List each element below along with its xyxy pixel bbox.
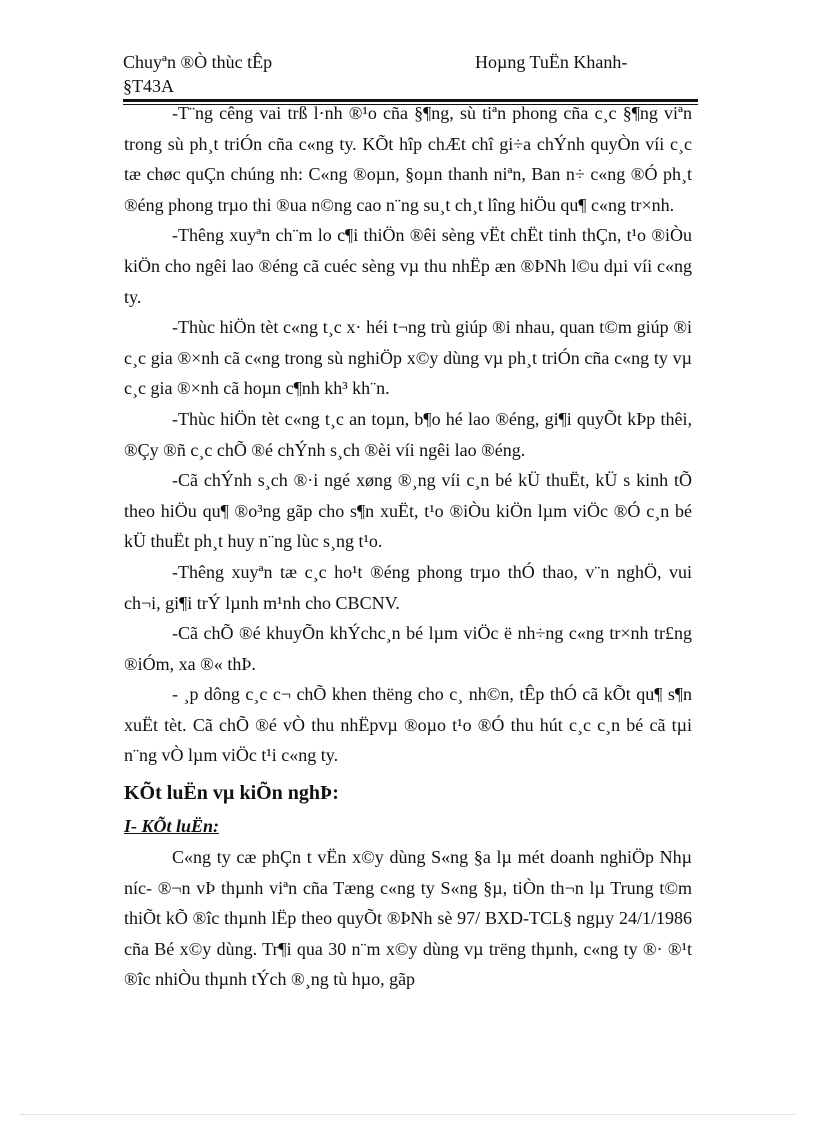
paragraph: -Cã chÕ ®é khuyÕn khÝchc¸n bé lµm viÖc ë nh÷ng c«ng tr×nh tr£ng ®iÓm, xa ®« thÞ.: [124, 623, 692, 674]
conclusion-paragraph: C«ng ty cæ phÇn t vËn x©y dùng S«ng §a lµ mét doanh nghiÖp Nhµ níc- ®¬n vÞ thµnh viªn cña Tæng c«ng ty S«ng §µ, tiÒn th¬n lµ Trung t©m thiÕt kÕ ®îc thµnh lËp theo quyÕt ®ÞNh sè 97/ BXD-TCL§ ngµy 24/1/1986 cña Bé x©y dùng. Tr¶i qua 30 n¨m x©y dùng vµ trëng thµnh, c«ng ty ®· ®¹t ®îc nhiÒu thµnh tÝch ®¸ng tù hµo, gãp: [124, 847, 692, 990]
paragraph: -T¨ng cêng vai trß l·nh ®¹o cña §¶ng, sù tiªn phong cña c¸c §¶ng viªn trong sù ph¸t triÓn cña c«ng ty. KÕt hîp chÆt chî gi÷a chÝnh quyÒn víi c¸c tæ chøc quÇn chúng nh: C«ng ®oµn, §oµn thanh niªn, Ban n÷ c«ng ®Ó ph¸t ®éng phong trµo thi ®ua n©ng cao n¨ng su¸t ch¸t lîng hiÖu qu¶ c«ng tr×nh.: [124, 103, 692, 215]
paragraph: -Cã chÝnh s¸ch ®·i ngé xøng ®¸ng víi c¸n bé kÜ thuËt, kÜ s kinh tÕ theo hiÖu qu¶ ®o³ng gãp cho s¶n xuËt, t¹o ®iÒu kiÖn lµm viÖc ®Ó c¸n bé kÜ thuËt ph¸t huy n¨ng lùc s¸ng t¹o.: [124, 470, 692, 552]
subsection-heading: I- KÕt luËn:: [124, 816, 220, 837]
header-right-text: Hoµng TuËn Khanh-: [475, 52, 628, 72]
paragraph: - ¸p dông c¸c c¬ chÕ khen thëng cho c¸ nh©n, tÊp thÓ cã kÕt qu¶ s¶n xuËt tèt. Cã chÕ ®é vÒ thu nhËpvµ ®oµo t¹o ®Ó thu hút c¸c c¸n bé cã tµi n¨ng vÒ lµm viÖc t¹i c«ng ty.: [124, 684, 692, 766]
paragraph: -Thùc hiÖn tèt c«ng t¸c an toµn, b¶o hé lao ®éng, gi¶i quyÕt kÞp thêi, ®Çy ®ñ c¸c chÕ ®é chÝnh s¸ch ®èi víi ngêi lao ®éng.: [124, 408, 692, 460]
section-heading: KÕt luËn vµ kiÕn nghÞ:: [124, 782, 339, 805]
paragraph: -Thêng xuyªn tæ c¸c ho¹t ®éng phong trµo thÓ thao, v¨n nghÖ, vui ch¬i, gi¶i trÝ lµnh m¹nh cho CBCNV.: [124, 561, 692, 613]
paragraph: -Thùc hiÖn tèt c«ng t¸c x· héi t¬ng trù giúp ®i nhau, quan t©m giúp ®i c¸c gia ®×nh cã c«ng trong sù nghiÖp x©y dùng vµ ph¸t triÓn cña c«ng ty vµ c¸c gia ®×nh cã hoµn c¶nh kh³ kh¨n.: [124, 317, 692, 399]
header-left-text: Chuyªn ®Ò thùc tÊp: [123, 52, 273, 72]
document-body: [124, 98, 692, 995]
header-left-text-line2: §T43A: [123, 76, 174, 96]
page-bottom-border: [20, 1114, 796, 1115]
paragraph: -Thêng xuyªn ch¨m lo c¶i thiÖn ®êi sèng vËt chËt tinh thÇn, t¹o ®iÒu kiÖn cho ngêi lao ®éng cã cuéc sèng vµ thu nhËp æn ®ÞNh l©u dµi víi c«ng ty.: [124, 225, 692, 307]
